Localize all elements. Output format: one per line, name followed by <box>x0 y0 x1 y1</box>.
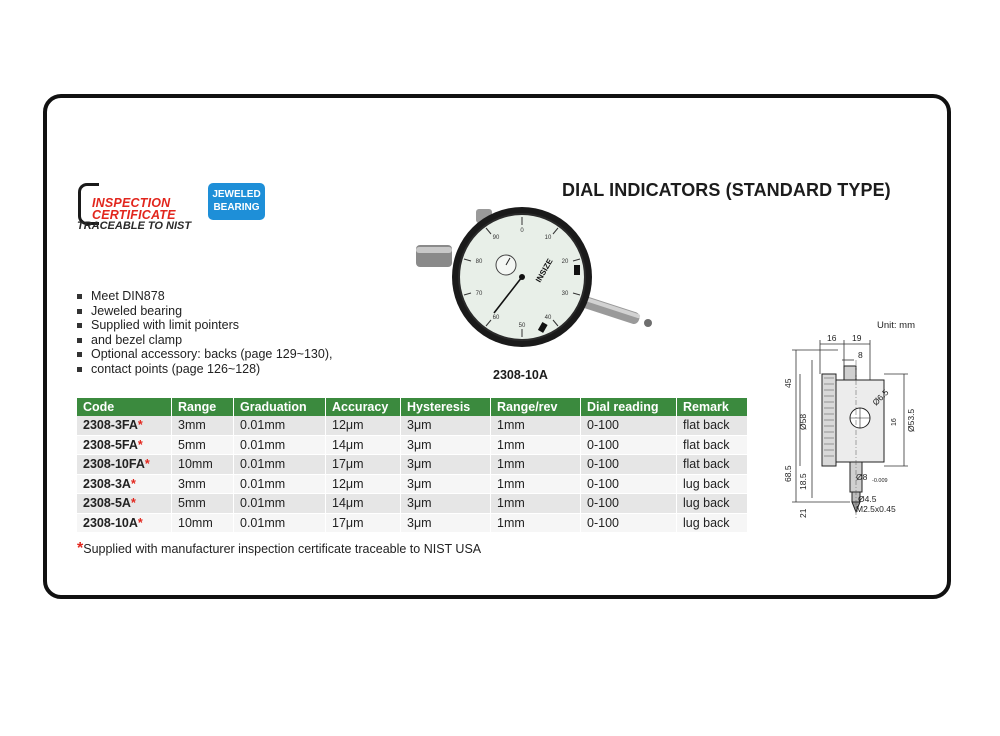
top-lug <box>844 366 856 380</box>
feature-item: Optional accessory: backs (page 129~130), <box>76 347 332 362</box>
cell-hysteresis: 3μm <box>401 435 491 455</box>
col-header-hysteresis: Hysteresis <box>401 398 491 416</box>
footnote-text: Supplied with manufacturer inspection certificate traceable to NIST USA <box>83 542 482 556</box>
cell-hysteresis: 3μm <box>401 416 491 435</box>
cell-range: 10mm <box>172 455 234 475</box>
limit-pointer <box>574 265 580 275</box>
cell-range-rev: 1mm <box>491 494 581 514</box>
cell-range-rev: 1mm <box>491 474 581 494</box>
dim-45: 45 <box>783 378 793 388</box>
cell-graduation: 0.01mm <box>234 416 326 435</box>
dial-number: 10 <box>544 235 552 241</box>
feature-item-continuation: contact points (page 126~128) <box>76 362 332 377</box>
feature-item: Jeweled bearing <box>76 304 332 319</box>
cell-remark: flat back <box>677 435 748 455</box>
table-row <box>77 513 747 533</box>
table-row <box>77 474 747 494</box>
col-header-range-rev: Range/rev <box>491 398 581 416</box>
asterisk-icon: * <box>77 540 84 557</box>
cell-dial-reading: 0-100 <box>581 416 677 435</box>
cell-graduation: 0.01mm <box>234 474 326 494</box>
cell-range-rev: 1mm <box>491 435 581 455</box>
model-label: 2308-10A <box>493 368 548 382</box>
dim-4-5: Ø4.5 <box>858 494 877 504</box>
cell-accuracy: 14μm <box>326 435 401 455</box>
cell-hysteresis: 3μm <box>401 494 491 514</box>
cell-graduation: 0.01mm <box>234 435 326 455</box>
dim-58: Ø58 <box>798 413 808 430</box>
cell-graduation: 0.01mm <box>234 513 326 533</box>
col-header-dial-reading: Dial reading <box>581 398 677 416</box>
page-title: DIAL INDICATORS (STANDARD TYPE) <box>562 180 891 200</box>
cell-code: 2308-10FA* <box>77 455 172 475</box>
cell-remark: lug back <box>677 474 748 494</box>
cell-remark: lug back <box>677 513 748 533</box>
asterisk-icon: * <box>144 457 150 472</box>
cell-range-rev: 1mm <box>491 455 581 475</box>
dial-number: 30 <box>561 291 569 297</box>
cell-accuracy: 17μm <box>326 513 401 533</box>
feature-list <box>76 289 332 376</box>
asterisk-icon: * <box>130 476 136 491</box>
dim-8: 8 <box>858 350 863 360</box>
jeweled-line1: JEWELED <box>212 189 261 200</box>
cell-range: 5mm <box>172 435 234 455</box>
cert-title-line1: INSPECTION <box>92 196 171 210</box>
table-header-row <box>77 398 747 416</box>
cell-range: 3mm <box>172 474 234 494</box>
dim-21: 21 <box>798 508 808 518</box>
cell-accuracy: 17μm <box>326 455 401 475</box>
cell-graduation: 0.01mm <box>234 494 326 514</box>
dim-19: 19 <box>852 333 862 343</box>
dial-number: 80 <box>475 259 483 265</box>
contact-point <box>644 319 652 327</box>
table-row <box>77 494 747 514</box>
cell-range: 5mm <box>172 494 234 514</box>
feature-item: Supplied with limit pointers <box>76 318 332 333</box>
table-row <box>77 435 747 455</box>
dial-number: 0 <box>520 228 524 234</box>
jeweled-bearing-badge <box>208 183 265 220</box>
cell-hysteresis: 3μm <box>401 513 491 533</box>
unit-label: Unit: mm <box>877 320 915 331</box>
asterisk-icon: * <box>137 515 143 530</box>
cert-subtitle: TRACEABLE TO NIST <box>77 220 192 232</box>
cell-range-rev: 1mm <box>491 513 581 533</box>
cell-hysteresis: 3μm <box>401 474 491 494</box>
dial-number: 50 <box>518 323 526 329</box>
feature-item-continuation: and bezel clamp <box>76 333 332 348</box>
cert-title-line2: CERTIFICATE <box>92 208 176 222</box>
asterisk-icon: * <box>130 496 136 511</box>
cell-range: 3mm <box>172 416 234 435</box>
col-header-range: Range <box>172 398 234 416</box>
dim-6-5: Ø6.5 <box>870 387 891 408</box>
dim-8-stem: Ø8 <box>856 472 868 482</box>
cell-dial-reading: 0-100 <box>581 455 677 475</box>
feature-item: Meet DIN878 <box>76 289 332 304</box>
dim-68-5: 68.5 <box>783 465 793 482</box>
cell-code: 2308-5A* <box>77 494 172 514</box>
cell-dial-reading: 0-100 <box>581 513 677 533</box>
dial-indicator-photo <box>412 205 662 363</box>
cell-code: 2308-3FA* <box>77 416 172 435</box>
asterisk-icon: * <box>137 437 143 452</box>
dim-18-5: 18.5 <box>798 473 808 490</box>
dial-number: 20 <box>561 259 569 265</box>
cell-dial-reading: 0-100 <box>581 494 677 514</box>
cell-remark: lug back <box>677 494 748 514</box>
cell-code: 2308-10A* <box>77 513 172 533</box>
cell-code: 2308-5FA* <box>77 435 172 455</box>
cell-dial-reading: 0-100 <box>581 474 677 494</box>
col-header-remark: Remark <box>677 398 748 416</box>
col-header-graduation: Graduation <box>234 398 326 416</box>
dim-tolerance: -0.009 <box>872 478 888 484</box>
dim-thread: M2.5x0.45 <box>856 504 896 514</box>
cell-accuracy: 14μm <box>326 494 401 514</box>
cell-range-rev: 1mm <box>491 416 581 435</box>
dial-number: 40 <box>544 315 552 321</box>
asterisk-icon: * <box>137 418 143 433</box>
cell-accuracy: 12μm <box>326 416 401 435</box>
specification-table <box>77 398 747 533</box>
cell-graduation: 0.01mm <box>234 455 326 475</box>
cell-dial-reading: 0-100 <box>581 435 677 455</box>
dial-logo: INSIZE <box>533 257 555 284</box>
dial-number: 70 <box>475 291 483 297</box>
col-header-accuracy: Accuracy <box>326 398 401 416</box>
cell-remark: flat back <box>677 416 748 435</box>
table-row <box>77 416 747 435</box>
cell-accuracy: 12μm <box>326 474 401 494</box>
dim-16: 16 <box>827 333 837 343</box>
dim-53-5: Ø53.5 <box>906 408 916 432</box>
dial-number: 90 <box>492 235 500 241</box>
table-row <box>77 455 747 475</box>
cell-remark: flat back <box>677 455 748 475</box>
technical-drawing <box>772 330 922 536</box>
dim-16b: 16 <box>891 418 898 426</box>
footnote <box>77 540 481 558</box>
col-header-code: Code <box>77 398 172 416</box>
jeweled-line2: BEARING <box>213 201 260 213</box>
cell-hysteresis: 3μm <box>401 455 491 475</box>
cell-code: 2308-3A* <box>77 474 172 494</box>
dial-number: 60 <box>492 315 500 321</box>
cell-range: 10mm <box>172 513 234 533</box>
